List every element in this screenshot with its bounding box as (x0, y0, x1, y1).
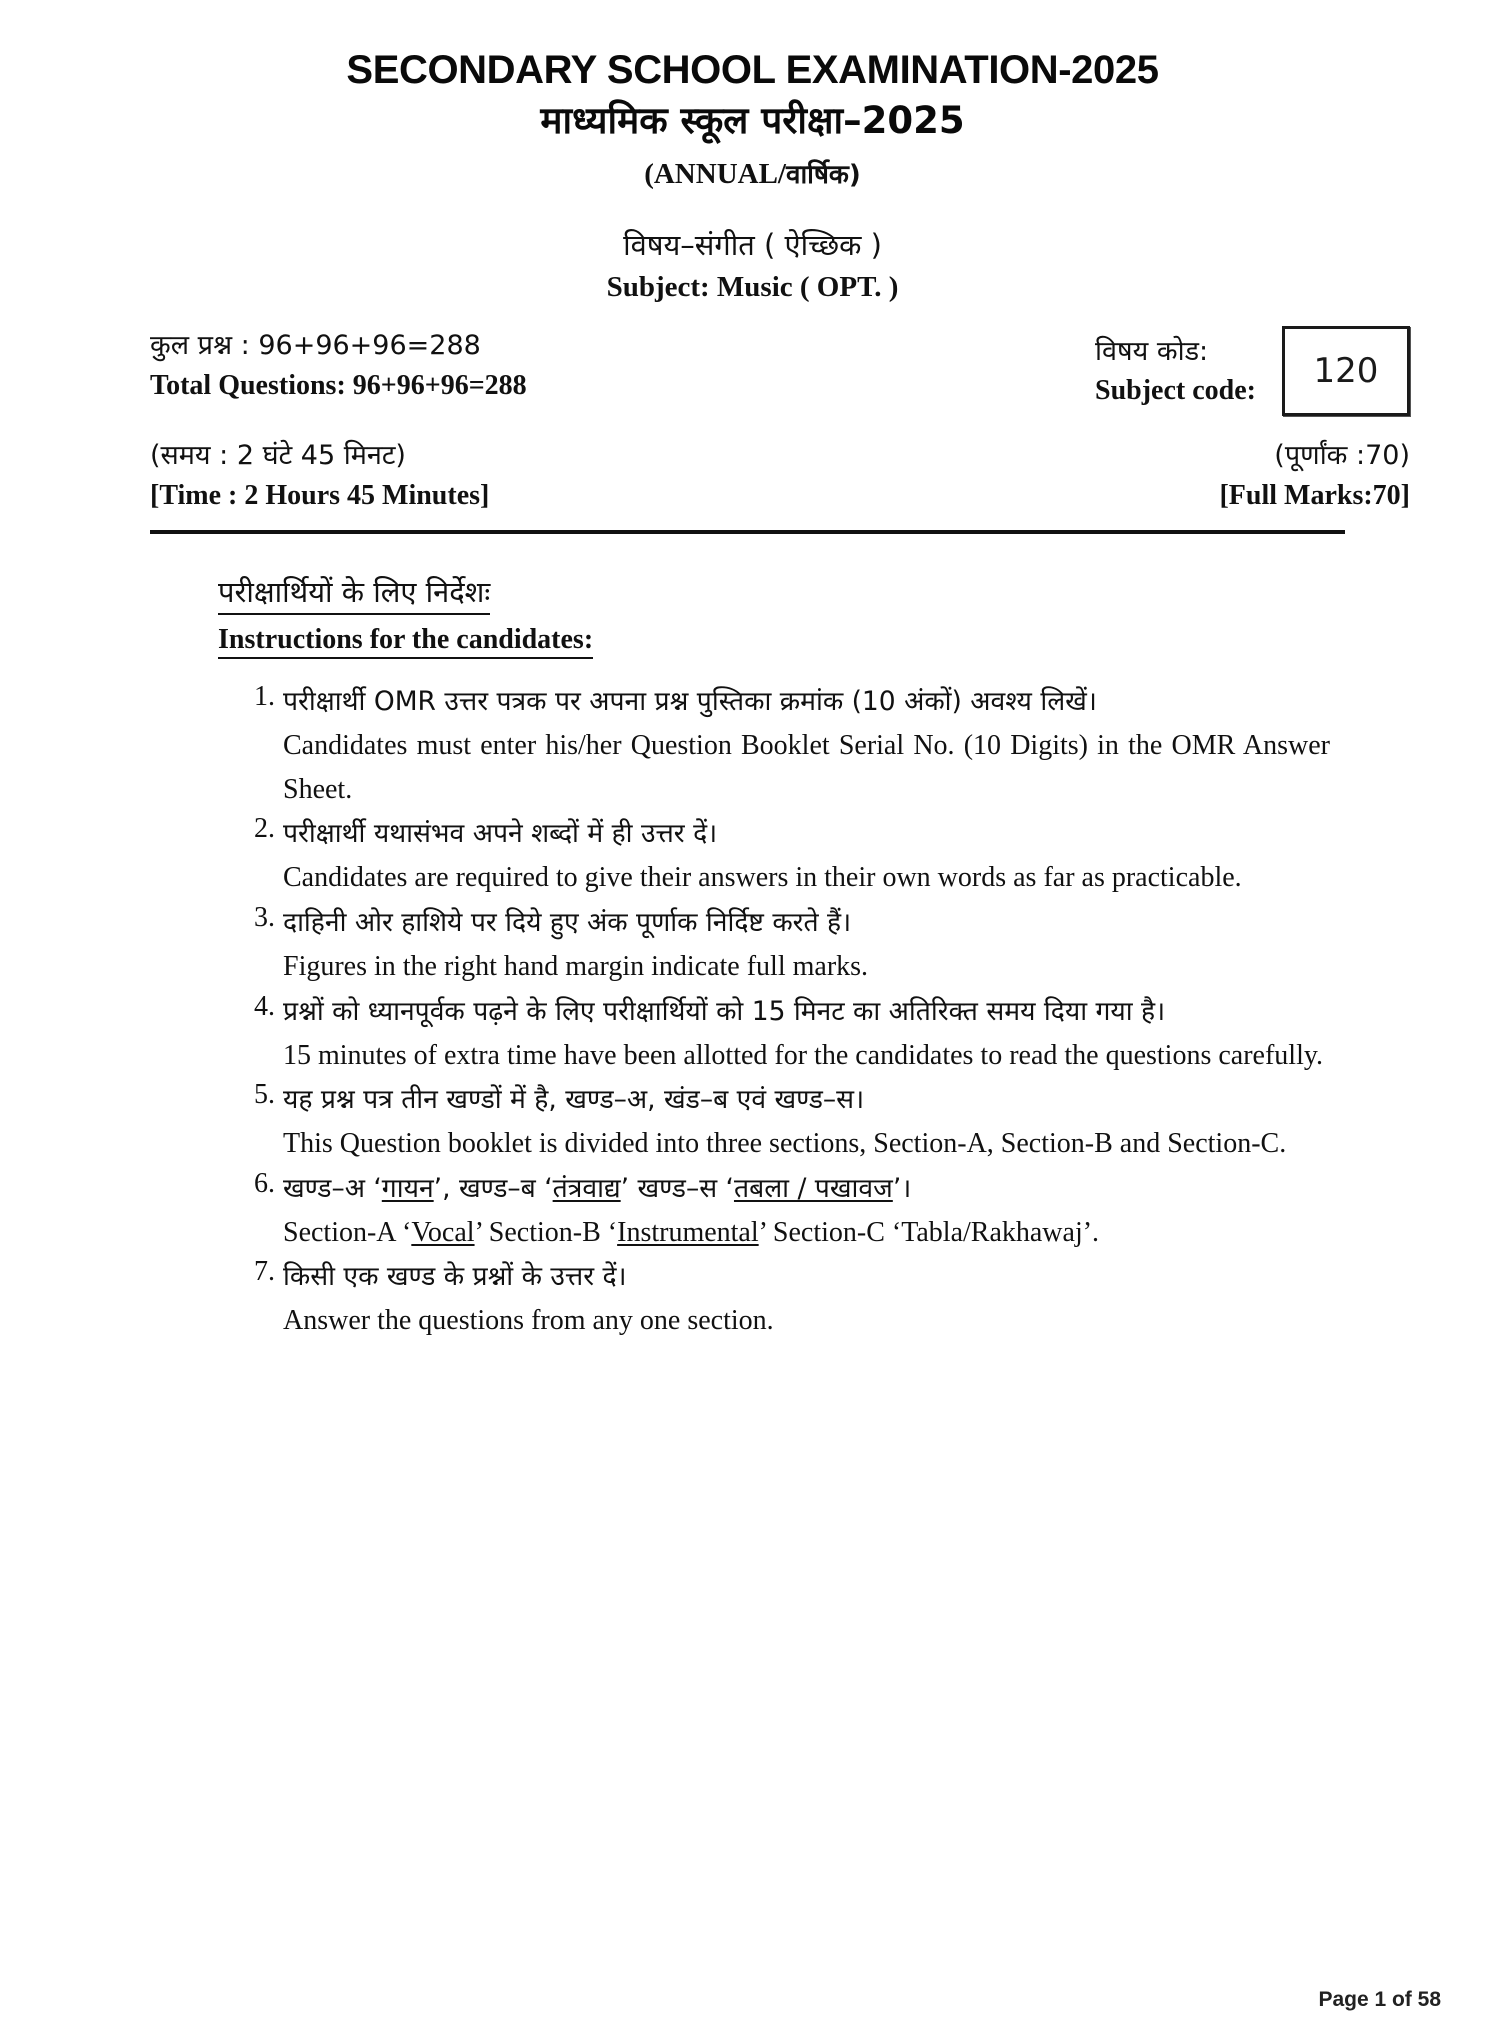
page-title-english: SECONDARY SCHOOL EXAMINATION-2025 (346, 48, 1159, 92)
list-item (235, 991, 1330, 1078)
hindi-underlined-vocal: गायन (381, 1172, 434, 1204)
instructions-heading-english: Instructions for the candidates: (218, 624, 593, 659)
item-number: 2. (254, 813, 275, 845)
exam-type-english: (ANNUAL/ (644, 158, 786, 191)
list-item (235, 813, 1330, 900)
item-text-english: Answer the questions from any one section. (283, 1305, 774, 1337)
page-title-hindi: माध्यमिक स्कूल परीक्षा–2025 (540, 98, 965, 142)
list-item (235, 1256, 1330, 1343)
subject-code-value-box: 120 (1282, 326, 1410, 416)
instructions-heading-hindi: परीक्षार्थियों के लिए निर्देशः (218, 572, 490, 615)
subject-code-group (1095, 326, 1410, 416)
hindi-segment: ’। (892, 1172, 912, 1204)
item-number: 3. (254, 902, 275, 934)
list-item (235, 902, 1330, 989)
english-segment: ’ Section-C ‘Tabla/Rakhawaj’. (758, 1216, 1100, 1248)
time-group (150, 436, 489, 516)
item-number: 5. (254, 1079, 275, 1111)
hindi-segment: खण्ड–अ ‘ (283, 1172, 382, 1204)
item-number: 7. (254, 1256, 275, 1288)
instructions-list (235, 681, 1330, 1343)
page-number-footer: Page 1 of 58 (1318, 1988, 1441, 2011)
exam-type-hindi: वार्षिक) (785, 160, 861, 191)
item-number: 6. (254, 1167, 275, 1199)
item-text-hindi: यह प्रश्न पत्र तीन खण्डों में है, खण्ड–अ, खंड–ब एवं खण्ड–स। (283, 1084, 865, 1116)
subject-code-labels (1095, 332, 1282, 412)
english-underlined-instrumental: Instrumental (617, 1216, 759, 1248)
exam-type-line (0, 155, 1505, 191)
item-text-english: Candidates are required to give their answers in their own words as far as practicable. (283, 862, 1242, 894)
header-divider (150, 530, 1345, 534)
item-number: 1. (254, 681, 275, 713)
item-text-hindi: दाहिनी ओर हाशिये पर दिये हुए अंक पूर्णाक निर्दिष्ट करते हैं। (283, 907, 852, 939)
item-text-hindi (283, 1168, 1330, 1211)
instructions-heading (218, 572, 1505, 659)
subject-code-label-hindi: विषय कोड: (1095, 335, 1209, 367)
hindi-underlined-tabla: तबला / पखावज (733, 1172, 893, 1204)
full-marks-hindi: (पूर्णांक :70) (1274, 440, 1410, 472)
full-marks-english: [Full Marks:70] (1219, 479, 1410, 511)
hindi-segment: ’ खण्ड–स ‘ (620, 1172, 734, 1204)
english-underlined-vocal: Vocal (411, 1216, 475, 1248)
item-text-hindi: प्रश्नों को ध्यानपूर्वक पढ़ने के लिए परीक्षार्थियों को 15 मिनट का अतिरिक्त समय दिया गया है। (283, 995, 1166, 1027)
hindi-segment: ’, खण्ड–ब ‘ (433, 1172, 553, 1204)
item-text-english: Candidates must enter his/her Question Booklet Serial No. (10 Digits) in the OMR Answer Sheet. (283, 730, 1330, 805)
item-text-hindi: किसी एक खण्ड के प्रश्नों के उत्तर दें। (283, 1261, 627, 1293)
item-text-english: This Question booklet is divided into three sections, Section-A, Section-B and Section-C. (283, 1128, 1287, 1160)
english-segment: Section-A ‘ (283, 1216, 412, 1248)
item-text-hindi: परीक्षार्थी यथासंभव अपने शब्दों में ही उत्तर दें। (283, 818, 718, 850)
item-number: 4. (254, 990, 275, 1022)
total-questions-english: Total Questions: 96+96+96=288 (150, 369, 527, 401)
meta-row-time-marks (150, 436, 1410, 516)
time-hindi: (समय : 2 घंटे 45 मिनट) (150, 440, 406, 472)
item-text-english (283, 1211, 1330, 1255)
subject-line-english: Subject: Music ( OPT. ) (606, 271, 899, 304)
subject-line-hindi: विषय–संगीत ( ऐच्छिक ) (623, 228, 882, 263)
total-questions-hindi: कुल प्रश्न : 96+96+96=288 (150, 330, 481, 362)
subject-code-label-english: Subject code: (1095, 374, 1256, 406)
item-text-hindi: परीक्षार्थी OMR उत्तर पत्रक पर अपना प्रश्न पुस्तिका क्रमांक (10 अंकों) अवश्य लिखें। (283, 686, 1097, 718)
item-text-english: 15 minutes of extra time have been allotted for the candidates to read the questions carefully. (283, 1039, 1324, 1071)
list-item (235, 681, 1330, 811)
list-item (235, 1168, 1330, 1255)
item-text-english: Figures in the right hand margin indicate full marks. (283, 950, 869, 982)
exam-meta-block (150, 326, 1410, 516)
meta-row-questions-code (150, 326, 1410, 416)
list-item (235, 1079, 1330, 1166)
full-marks-group (1219, 436, 1410, 516)
total-questions-group (150, 326, 527, 406)
hindi-underlined-instrumental: तंत्रवाद्य (552, 1172, 621, 1204)
time-english: [Time : 2 Hours 45 Minutes] (150, 479, 490, 511)
english-segment: ’ Section-B ‘ (474, 1216, 618, 1248)
